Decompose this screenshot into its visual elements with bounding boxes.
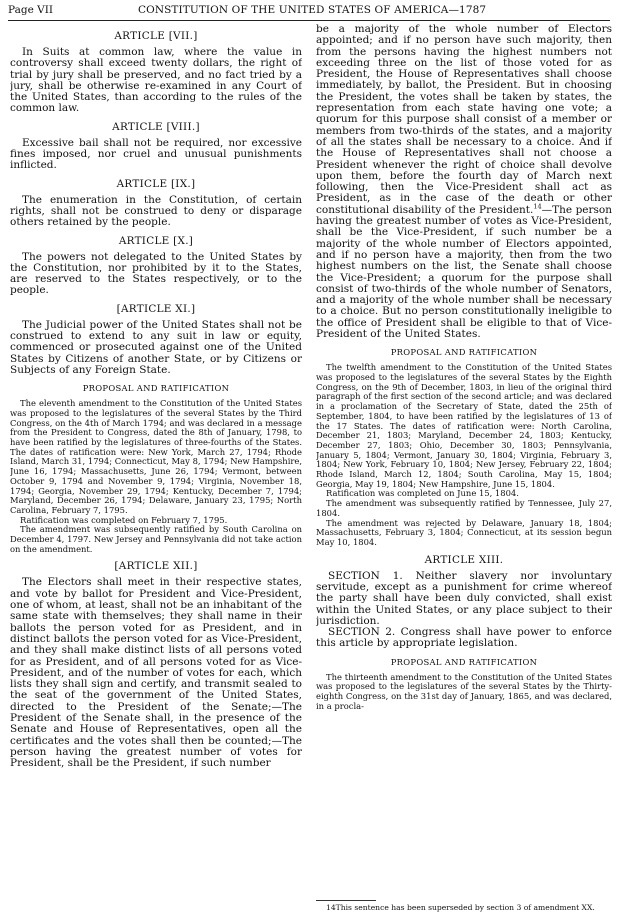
article-11-heading: [ARTICLE XI.] [116,302,196,315]
article-12-continued-a: be a majority of the whole number of Electors appointed; and if no person have such majority, then from the persons having the highest numbers not exceeding three on the list of those voted for as President, the House of Representatives shall choose immediately, by ballot, the President. But in choosing the President, the votes shall be taken by states, the representation from each state having one vote; a quorum for this purpose shall consist of a member or members from two-thirds of the states, and a majority of all the states shall be necessary to a choice. And if the House of Representatives shall not choose a President whenever the right of choice shall devolve upon them, before the fourth day of March next following, then the Vice-President shall act as President, as in the case of the death or other constitutional disability of the President. [316,24,612,216]
article-10-text: The powers not delegated to the United States by the Constitution, nor prohibited by it to the States, are reserved to the States respectively, or to the people. [10,250,302,297]
proposal-12-paragraph-1: The twelfth amendment to the Constitution of the United States was proposed to the legislatures of the several States by the Eighth Congress, on the 9th of December, 1803, in lieu of the original third paragraph of the first section of the second article; and was declared in a proclamation of the Secretary of State, dated the 25th of September, 1804, to have been ratified by the legislatures of 13 of the 17 States. The dates of ratification were: North Carolina, December 21, 1803; Maryland, December 24, 1803; Kentucky, December 27, 1803; Ohio, December 30, 1803; Pennsylvania, January 5, 1804; Vermont, January 30, 1804; Virginia, February 3, 1804; New York, February 10, 1804; New Jersey, February 22, 1804; Rhode Island, March 12, 1804; South Carolina, May 15, 1804; Georgia, May 19, 1804; New Hampshire, June 15, 1804. [316,362,612,489]
article-12-continued [316,24,612,340]
article-13-heading: ARTICLE XIII. [424,553,504,566]
proposal-12-paragraph-2: Ratification was completed on June 15, 1804. [326,488,519,499]
proposal-11-heading: PROPOSAL AND RATIFICATION [82,383,230,394]
proposal-13-heading: PROPOSAL AND RATIFICATION [390,656,538,667]
footnote-rule [316,900,376,901]
article-12-text: The Electors shall meet in their respective states, and vote by ballot for President and Vice-President, one of whom, at least, shall not be an inhabitant of the same state with themselves; they shall name in their ballots the person voted for as President, and in distinct ballots the person voted for as Vice-President, and they shall make distinct lists of all persons voted for as President, and of all persons voted for as Vice-President, and of the number of votes for each, which lists they shall sign and certify, and transmit sealed to the seat of the government of the United States, directed to the President of the Senate;—The President of the Senate shall, in the presence of the Senate and House of Representatives, open all the certificates and the votes shall then be counted;—The person having the greatest number of votes for President, shall be the President, if such number [10,576,302,770]
article-13-section-2: SECTION 2. Congress shall have power to enforce this article by appropriate legislation. [316,626,612,650]
page-title: CONSTITUTION OF THE UNITED STATES OF AMERICA—1787 [138,4,487,16]
article-9-text: The enumeration in the Constitution, of certain rights, shall not be construed to deny or disparage others retained by the people. [10,193,302,229]
article-11-text: The Judicial power of the United States shall not be construed to extend to any suit in law or equity, commenced or prosecuted against one of the United States by Citizens of another State, or by Citizens or Subjects of any Foreign State. [10,318,302,376]
proposal-12-heading: PROPOSAL AND RATIFICATION [390,347,538,358]
right-column [316,24,612,924]
article-10-heading: ARTICLE [X.] [118,234,194,247]
running-header [8,4,610,20]
proposal-11-paragraph-3: The amendment was subsequently ratified by South Carolina on December 4, 1797. New Jersey and Pennsylvania did not take action on the amendment. [10,524,302,554]
proposal-11-paragraph-2: Ratification was completed on February 7, 1795. [20,514,228,525]
article-12-continued-b: —The person having the greatest number of votes as Vice-President, shall be the Vice-President, if such number be a majority of the whole number of Electors appointed, and if no person have a majority, then from the two highest numbers on the list, the Senate shall choose the Vice-President; a quorum for the purpose shall consist of two-thirds of the whole number of Senators, and a majority of the whole number shall be necessary to a choice. But no person constitutionally ineligible to the office of President shall be eligible to that of Vice-President of the United States. [316,203,612,341]
proposal-12-paragraph-3: The amendment was subsequently ratified by Tennessee, July 27, 1804. [316,498,612,518]
proposal-12-paragraph-4: The amendment was rejected by Delaware, January 18, 1804; Massachusetts, February 3, 1804; Connecticut, at its session begun May 10, 1804. [316,517,612,547]
proposal-11-paragraph-1: The eleventh amendment to the Constitution of the United States was proposed to the legislatures of the several States by the Third Congress, on the 4th of March 1794; and was declared in a message from the President to Congress, dated the 8th of January, 1798, to have been ratified by the legislatures of three-fourths of the States. The dates of ratification were: New York, March 27, 1794; Rhode Island, March 31, 1794; Connecticut, May 8, 1794; New Hampshire, June 16, 1794; Massachusetts, June 26, 1794; Vermont, between October 9, 1794 and November 9, 1794; Virginia, November 18, 1794; Georgia, November 29, 1794; Kentucky, December 7, 1794; Maryland, December 26, 1794; Delaware, January 23, 1795; North Carolina, February 7, 1795. [10,398,302,515]
header-rule [8,20,610,21]
left-column [10,24,302,924]
page-number: Page VII [8,4,54,16]
article-8-text: Excessive bail shall not be required, nor excessive fines imposed, nor cruel and unusual punishments inflicted. [10,136,302,172]
proposal-13-paragraph-1: The thirteenth amendment to the Constitution of the United States was proposed to the legislatures of the several States by the Thirty-eighth Congress, on the 31st day of January, 1865, and was declared, in a procla- [316,671,612,711]
article-7-heading: ARTICLE [VII.] [114,30,198,42]
article-7-text: In Suits at common law, where the value in controversy shall exceed twenty dollars, the right of trial by jury shall be preserved, and no fact tried by a jury, shall be otherwise re-examined in any Court of the United States, than according to the rules of the common law. [10,46,302,115]
footnote-marker[interactable]: 14 [533,202,542,211]
article-13-section-1: SECTION 1. Neither slavery nor involuntary servitude, except as a punishment for crime whereof the party shall have been duly convicted, shall exist within the United States, or any place subject to their jurisdiction. [316,569,612,627]
article-8-heading: ARTICLE [VIII.] [112,120,200,133]
article-9-heading: ARTICLE [IX.] [116,177,196,190]
article-12-heading: [ARTICLE XII.] [114,560,198,573]
footnote-14: 14This sentence has been superseded by section 3 of amendment XX. [326,903,595,912]
